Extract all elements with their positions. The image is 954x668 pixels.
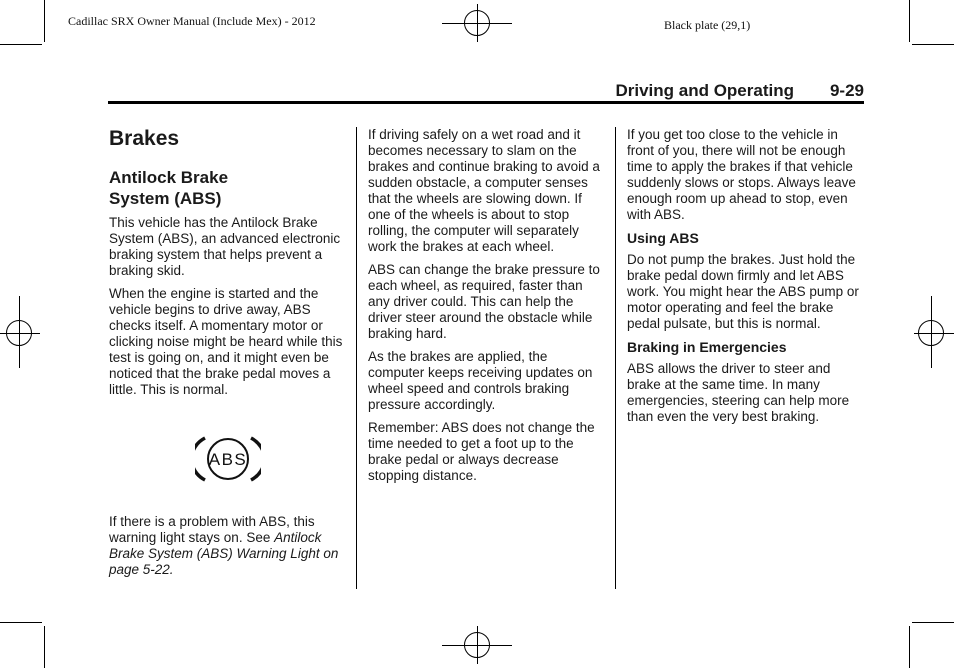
heading-line: System (ABS) — [109, 189, 222, 208]
heading-using-abs: Using ABS — [627, 230, 699, 246]
column-3 — [627, 127, 863, 432]
column-divider — [615, 127, 616, 589]
paragraph: If you get too close to the vehicle in front of you, there will not be enough time to apply the brakes if that vehicle suddenly slows or stops. Always leave enough room up ahead to stop, even with ABS. — [627, 127, 856, 222]
paragraph: As the brakes are applied, the computer keeps receiving updates on wheel speed and controls braking pressure accordingly. — [368, 349, 593, 412]
column-divider — [356, 127, 357, 589]
slug-right: Black plate (29,1) — [664, 18, 751, 32]
running-head — [108, 81, 864, 103]
crop-mark — [0, 44, 42, 45]
crop-mark — [909, 0, 910, 42]
abs-icon-label: ABS — [208, 450, 248, 469]
paragraph: Remember: ABS does not change the time needed to get a foot up to the brake pedal or always decrease stopping distance. — [368, 420, 595, 483]
paragraph: When the engine is started and the vehicle begins to drive away, ABS checks itself. A momentary motor or clicking noise might be heard while this test is going on, and it might even be noticed that the brake pedal moves a little. This is normal. — [109, 286, 343, 397]
paragraph: ABS can change the brake pressure to each wheel, as required, faster than any driver could. This can help the driver steer around the obstacle while braking hard. — [368, 262, 600, 341]
section-title: Driving and Operating — [615, 81, 794, 100]
paragraph: This vehicle has the Antilock Brake System (ABS), an advanced electronic braking system that helps prevent a braking skid. — [109, 215, 341, 278]
crop-mark — [44, 0, 45, 42]
paragraph: ABS allows the driver to steer and brake at the same time. In many emergencies, steering can help more than even the very best braking. — [627, 361, 850, 424]
crop-mark — [912, 44, 954, 45]
crop-mark — [44, 626, 45, 668]
column-2 — [368, 127, 606, 491]
paragraph: Do not pump the brakes. Just hold the brake pedal down firmly and let ABS work. You might hear the ABS pump or motor operating and feel the brake pedal pulsate, but this is normal. — [627, 252, 859, 331]
section-heading-abs — [109, 167, 345, 209]
page-number: 9-29 — [829, 81, 864, 100]
paragraph: If driving safely on a wet road and it becomes necessary to slam on the brakes and continue braking to avoid a sudden obstacle, a computer senses that the wheels are slowing down. If one of the wheels is about to stop rolling, the computer will separately work the brakes at each wheel. — [368, 127, 600, 254]
warning-text: If there is a problem with ABS, this warning light stays on. See — [109, 514, 315, 545]
slug-left: Cadillac SRX Owner Manual (Include Mex) - 2012 — [68, 14, 316, 28]
heading-braking-emergencies: Braking in Emergencies — [627, 339, 787, 355]
column-1 — [109, 127, 345, 585]
crop-mark — [912, 622, 954, 623]
paragraph — [109, 514, 345, 578]
abs-warning-icon — [195, 432, 261, 486]
cross-reference: Antilock Brake System (ABS) Warning Light on page 5-22. — [109, 530, 339, 577]
crop-mark — [0, 622, 42, 623]
page-title: Brakes — [109, 127, 180, 150]
heading-line: Antilock Brake — [109, 168, 229, 187]
crop-mark — [909, 626, 910, 668]
header-rule — [108, 101, 864, 104]
